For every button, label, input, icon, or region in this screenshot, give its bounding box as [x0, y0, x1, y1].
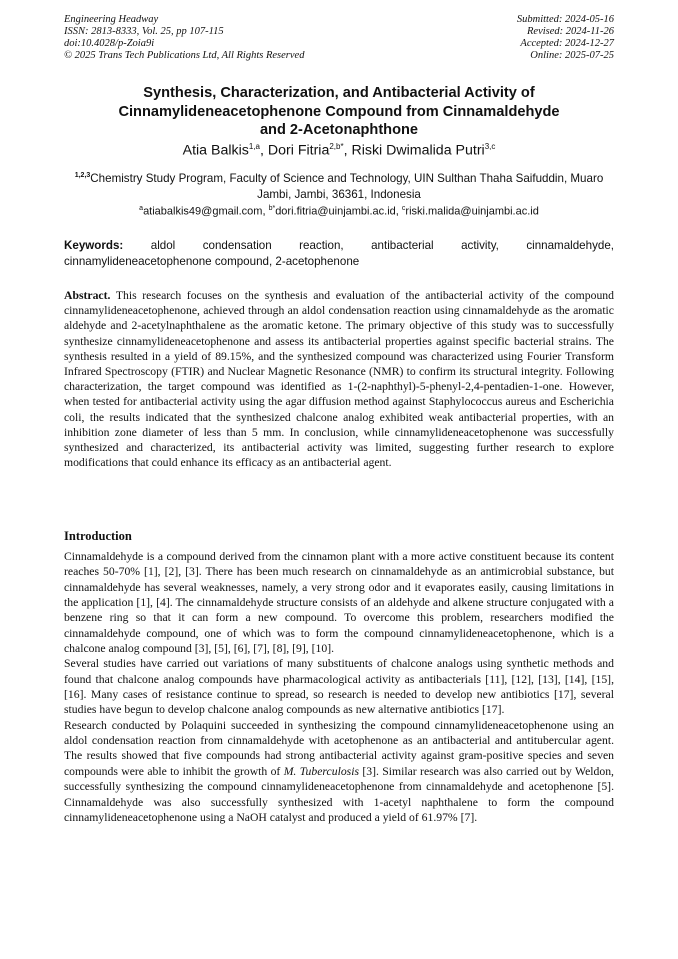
author-superscript: 2,b*: [329, 142, 344, 151]
title-line-2: Cinnamylideneacetophenone Compound from Cinnamaldehyde: [118, 103, 560, 120]
date-accepted: Accepted: 2024-12-27: [520, 38, 614, 49]
introduction-paragraph: Cinnamaldehyde is a compound derived from the cinnamon plant with a more active constituent because its content reaches 50-70% [1], [2], [3]. There has been much research on cinnamaldehyde as an antimicrobial substance, but cinnamaldehyde has several weaknesses, namely, a very strong odor and it evaporates easily, causing limitations in the application [1], [4]. The cinnamaldehyde structure consists of an aldehyde and alkene structure conjugated with a benzene ring so that it can form a new compound. To overcome this problem, researchers modified the cinnamaldehyde compound, one of which was to form the compound cinnamylideneacetophenone, which is a chalcone analog compound [3], [5], [6], [7], [8], [9], [10].: [64, 550, 614, 656]
author-name: Riski Dwimalida Putri: [351, 142, 485, 159]
author-name: Atia Balkis: [182, 142, 249, 159]
title-line-1: Synthesis, Characterization, and Antibacterial Activity of: [143, 85, 535, 101]
paragraph-text: Research conducted by Polaquini succeeded in synthesizing the compound cinnamylideneacetophenone using an aldol condensation reaction from cinnamaldehyde with acetophenone as an antibacterial and antitubercular agent. The results showed that five compounds had strong antibacterial activity against gram-positive species and seven compounds were able to inhibit the growth of: [64, 718, 614, 778]
introduction-heading: Introduction: [64, 529, 132, 543]
email-superscript: a: [139, 205, 144, 212]
affiliation-text: Chemistry Study Program, Faculty of Science and Technology, UIN Sulthan Thaha Saifuddin, Muaro Jambi, Jambi, 36361, Indonesia: [90, 171, 604, 201]
species-name: M. Tuberculosis: [283, 764, 360, 778]
journal-info: [64, 14, 304, 62]
email-link[interactable]: atiabalkis49@gmail.com,: [143, 205, 269, 218]
keywords-text: aldol condensation reaction, antibacterial activity, cinnamaldehyde, cinnamylideneacetophenone compound, 2-acetophenone: [64, 239, 614, 268]
journal-copyright: © 2025 Trans Tech Publications Ltd, All Rights Reserved: [64, 50, 305, 61]
email-link[interactable]: riski.malida@uinjambi.ac.id: [405, 205, 539, 218]
paper-title: [60, 84, 618, 140]
email-superscript: c: [401, 205, 406, 212]
journal-doi[interactable]: doi:10.4028/p-Zoia9i: [64, 38, 155, 49]
journal-issn: ISSN: 2813-8333, Vol. 25, pp 107-115: [64, 26, 224, 37]
introduction-body: [64, 549, 614, 825]
introduction-paragraph: Several studies have carried out variations of many substituents of chalcone analogs using synthetic methods and found that chalcone analog compounds have pharmacological activity as antibacterials [11], [12], [13], [14], [15], [16]. Many cases of resistance continue to spread, so research is needed to develop new antibiotics [17], several studies have begun to develop chalcone analog compounds as new alternative antibiotics [17].: [64, 657, 614, 717]
email-link[interactable]: dori.fitria@uinjambi.ac.id,: [275, 205, 402, 218]
author-list: Atia Balkis$^{1,a}$, Dori Fitria$^{2,b*}$, Riski Dwimalida Putri$^{3,c}$: [182, 142, 496, 159]
abstract-label: Abstract.: [64, 289, 111, 302]
keywords-section: [64, 238, 614, 269]
title-line-3: and 2-Acetonaphthone: [259, 122, 419, 138]
abstract-section: [64, 288, 614, 470]
publication-dates: [517, 14, 614, 62]
affiliation: [60, 168, 618, 203]
date-submitted: Submitted: 2024-05-16: [516, 14, 614, 25]
introduction-paragraph: [64, 718, 614, 825]
journal-name: Engineering Headway: [64, 14, 159, 25]
abstract-text: This research focuses on the synthesis and evaluation of the antibacterial activity of the compound cinnamylideneacetophenone, achieved through an aldol condensation reaction using cinnamaldehyde as the aromatic aldehyde and 2-acetylnaphthalene as the aromatic ketone. The primary objective of this study was to successfully synthesize cinnamylideneacetophenone and assess its antibacterial properties against specific bacterial strains. The synthesis resulted in a yield of 89.15%, and the synthesized compound was characterized using Fourier Transform Infrared Spectroscopy (FTIR) and Nuclear Magnetic Resonance (NMR) to confirm its structural integrity. Following characterization, the target compound was identified as 1-(2-naphthyl)-5-phenyl-2,4-pentadien-1-one. However, when tested for antibacterial activity using the agar diffusion method against Staphylococcus aureus and Escherichia coli, the results indicated that the synthesized chalcone analog exhibited weak antibacterial properties, with an inhibition zone diameter of less than 5 mm. In conclusion, while cinnamylideneacetophenone was successfully synthesized and characterized, its antibacterial activity was limited, suggesting further research to explore modifications that could enhance its efficacy as an antibacterial agent.: [64, 289, 614, 470]
affiliation-superscript: 1,2,3: [74, 172, 91, 179]
author-superscript: 3,c: [484, 142, 496, 151]
email-superscript: b*: [268, 205, 276, 212]
author-name: Dori Fitria: [267, 142, 330, 159]
keywords-label: Keywords:: [64, 239, 124, 252]
date-revised: Revised: 2024-11-26: [527, 26, 614, 37]
paragraph-text: [3]. Similar research was also carried out by Weldon, successfully synthesizing the compound cinnamylideneacetophenone from cinnamaldehyde and acetophenone [5]. Cinnamaldehyde was also successfully synthesized with 1-acetyl naphthalene to form the compound cinnamylideneacetophenone using a NaOH catalyst and produced a yield of 61.97% [7].: [64, 764, 614, 824]
author-emails: [40, 205, 638, 218]
date-online: Online: 2025-07-25: [530, 50, 614, 61]
author-superscript: 1,a: [248, 142, 260, 151]
